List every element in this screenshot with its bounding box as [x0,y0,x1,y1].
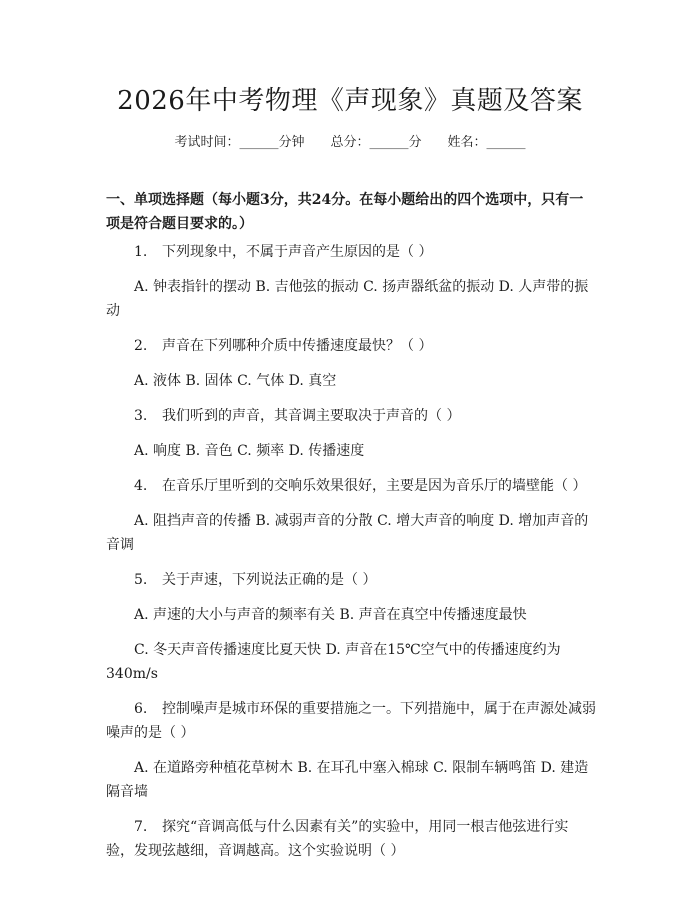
question-text: 声音在下列哪种介质中传播速度最快？（ ） [162,338,433,354]
question-5 [106,568,596,592]
question-4-options: A. 阻挡声音的传播 B. 减弱声音的分散 C. 增大声音的响度 D. 增加声音的音调 [106,513,589,553]
question-number: 3. [134,408,148,424]
question-number: 6. [134,701,148,717]
question-7 [106,815,596,863]
question-text: 控制噪声是城市环保的重要措施之一。下列措施中，属于在声源处减弱噪声的是（ ） [106,701,596,741]
question-4 [106,474,596,498]
section-heading: 一、单项选择题（每小题3分，共24分。在每小题给出的四个选项中，只有一项是符合题目要求的。） [106,192,584,232]
question-3-options: A. 响度 B. 音色 C. 频率 D. 传播速度 [134,443,365,459]
question-5-options-cd: C. 冬天声音传播速度比夏天快 D. 声音在15℃空气中的传播速度约为340m/s [106,642,561,682]
question-6 [106,697,596,745]
question-number: 7. [134,819,148,835]
page-title: 2026年中考物理《声现象》真题及答案 [117,86,583,116]
question-2 [106,334,596,358]
question-5-options-ab: A. 声速的大小与声音的频率有关 B. 声音在真空中传播速度最快 [134,607,527,623]
question-text: 探究“音调高低与什么因素有关”的实验中，用同一根吉他弦进行实验，发现弦越细，音调越高。这个实验说明（ ） [106,819,569,859]
question-3 [106,404,596,428]
question-1-options: A. 钟表指针的摆动 B. 吉他弦的振动 C. 扬声器纸盆的振动 D. 人声带的振动 [106,279,589,319]
total-score-field: 总分：______分 [330,135,422,150]
question-list [106,240,596,874]
question-text: 在音乐厅里听到的交响乐效果很好，主要是因为音乐厅的墙壁能（ ） [162,478,587,494]
question-text: 下列现象中，不属于声音产生原因的是（ ） [162,244,433,260]
question-number: 2. [134,338,148,354]
question-number: 4. [134,478,148,494]
question-text: 我们听到的声音，其音调主要取决于声音的（ ） [162,408,461,424]
exam-meta [0,131,700,150]
question-text: 关于声速，下列说法正确的是（ ） [162,572,377,588]
question-number: 1. [134,244,148,260]
question-2-options: A. 液体 B. 固体 C. 气体 D. 真空 [134,373,337,389]
question-6-options: A. 在道路旁种植花草树木 B. 在耳孔中塞入棉球 C. 限制车辆鸣笛 D. 建造隔音墙 [106,760,589,800]
student-name-field: 姓名：______ [447,135,526,150]
question-1 [106,240,596,264]
exam-time-field: 考试时间：______分钟 [174,135,305,150]
question-number: 5. [134,572,148,588]
